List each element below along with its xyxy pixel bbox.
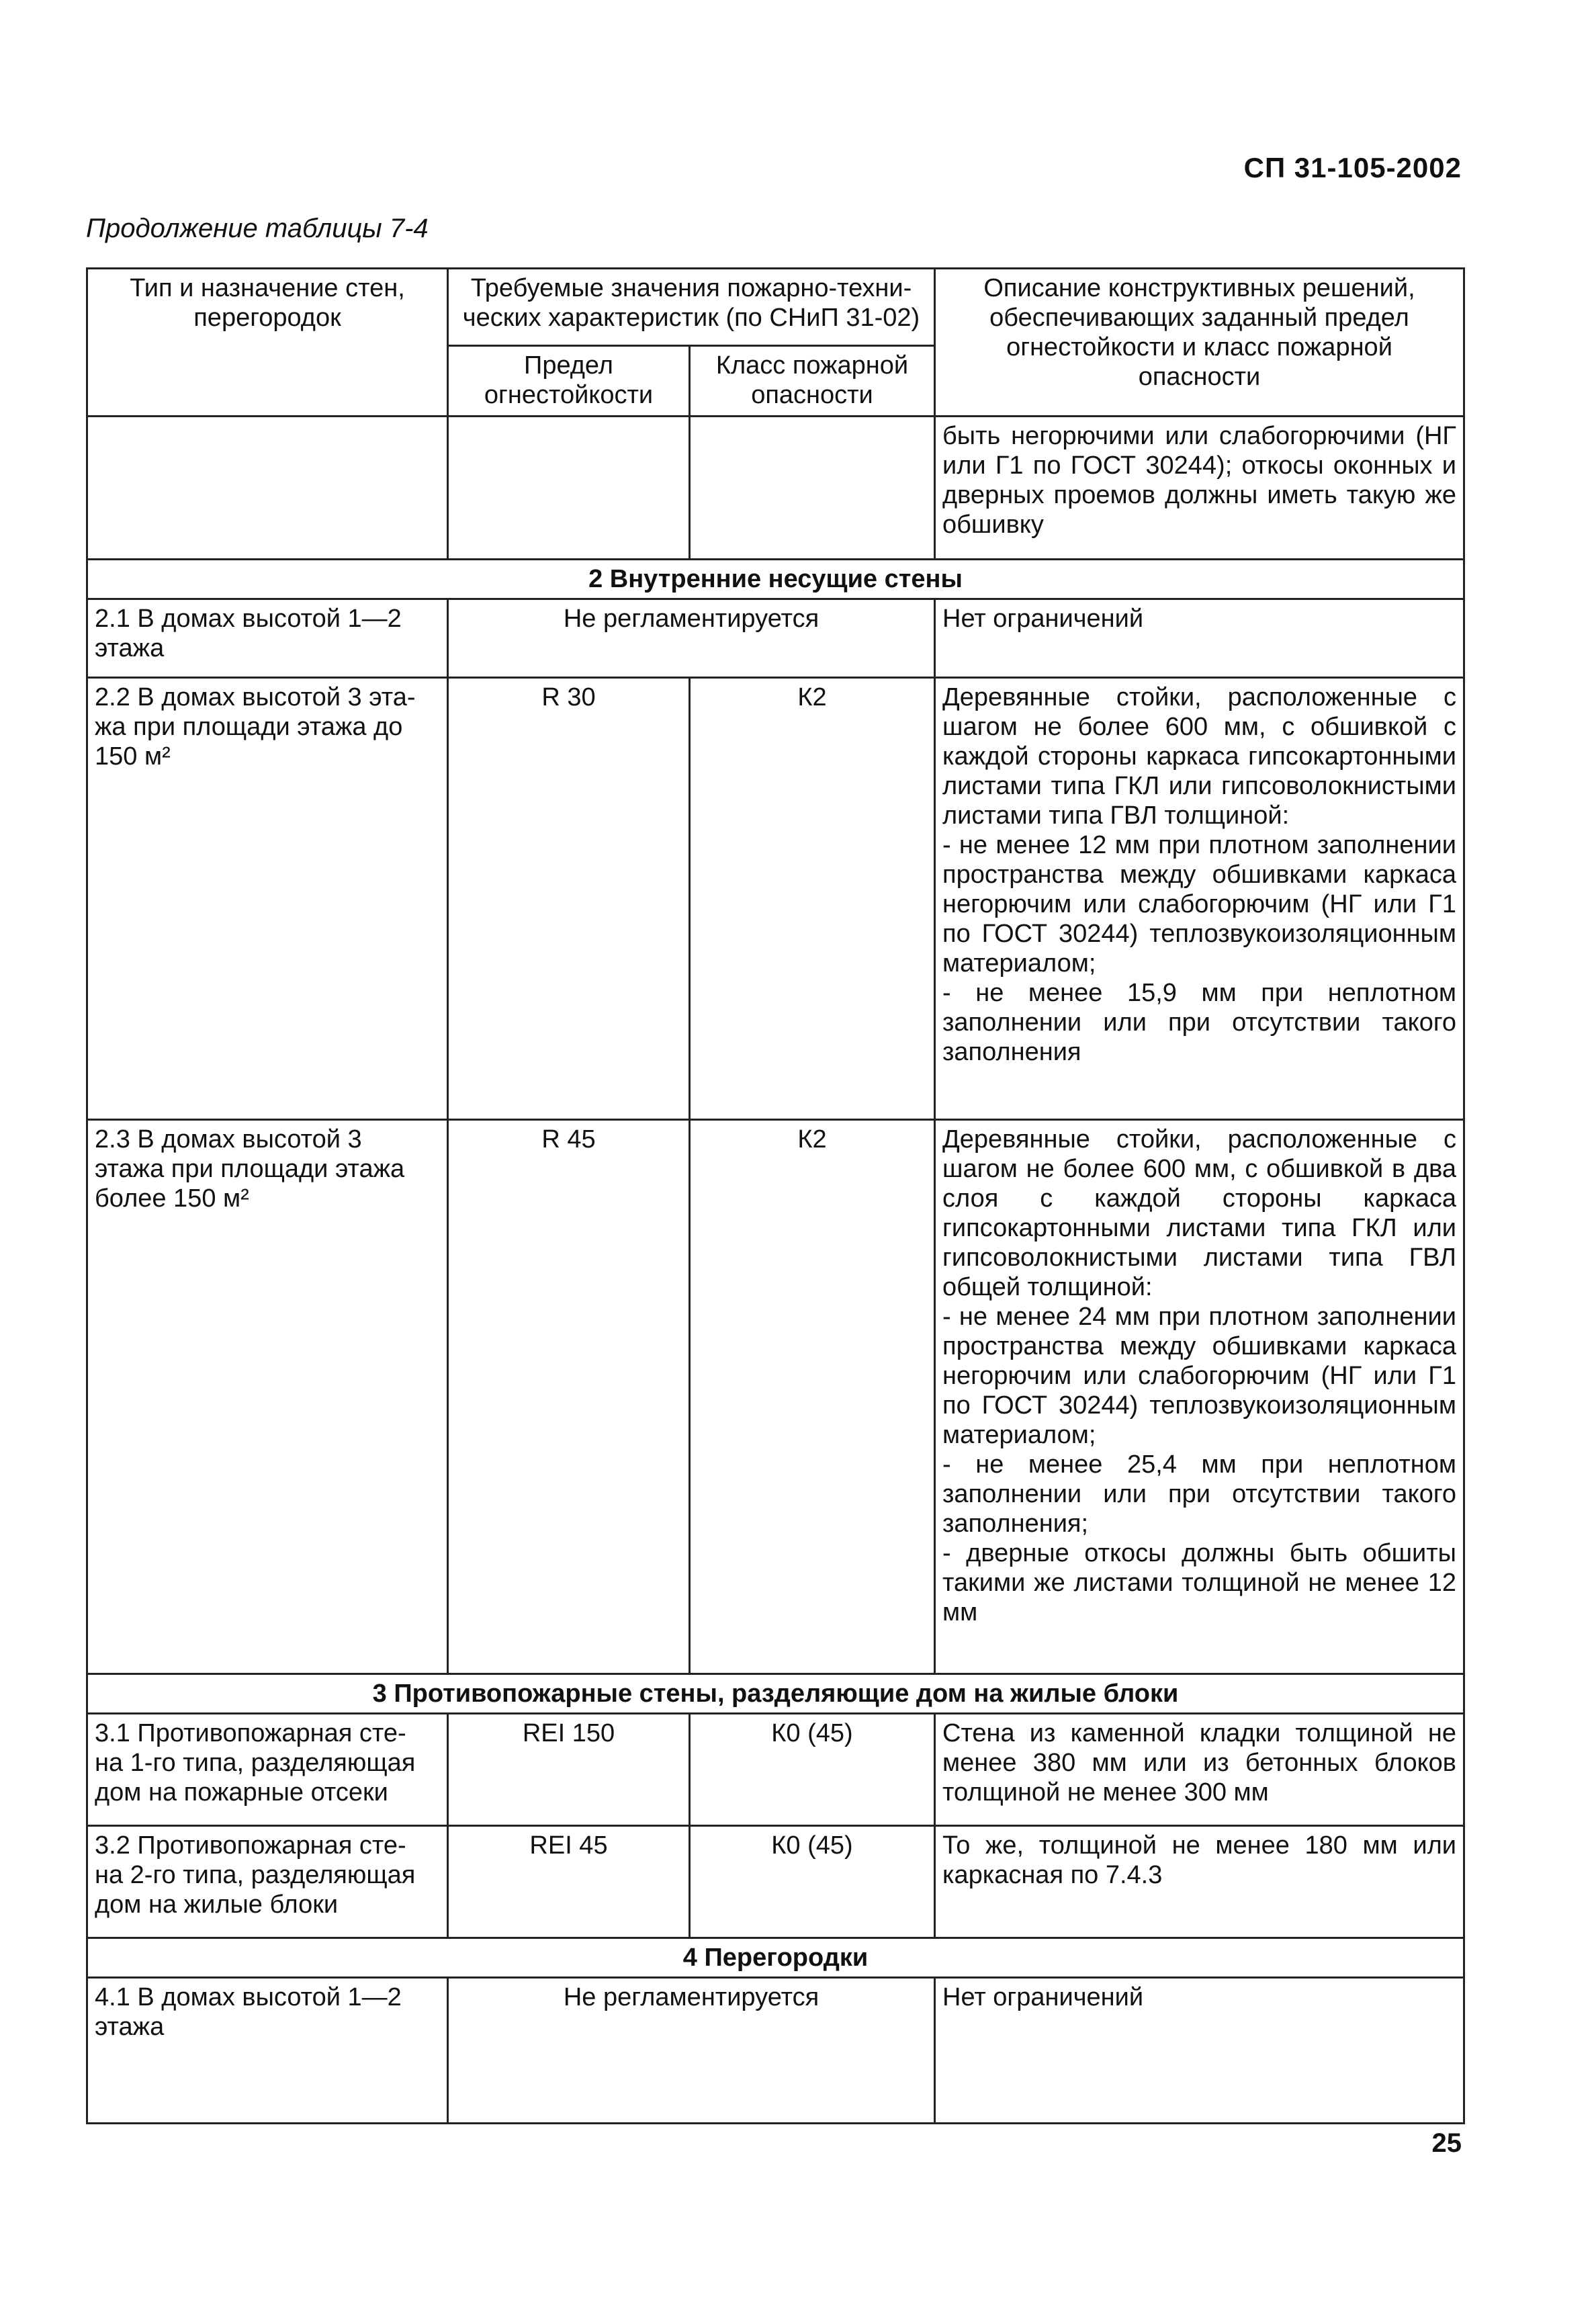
cell-type: 2.3 В домах высотой 3 этажа при площади этажа более 150 м² [87, 1120, 448, 1674]
cell-fire-class: К0 (45) [690, 1826, 935, 1938]
document-code: СП 31-105-2002 [1243, 152, 1462, 183]
table-row [87, 1826, 1464, 1938]
cell-type: 2.1 В домах высотой 1—2 этажа [87, 599, 448, 678]
cell-fire-class: К2 [690, 1120, 935, 1674]
section-title-3: 3 Противопожарные стены, разделяющие дом на жилые блоки [87, 1674, 1464, 1714]
cell-type: 3.1 Противопожарная сте- на 1-го типа, разделяющая дом на пожарные отсеки [87, 1714, 448, 1826]
cell-type: 2.2 В домах высотой 3 эта- жа при площади этажа до 150 м² [87, 678, 448, 1120]
cell-description: Деревянные стойки, расположенные с шагом не более 600 мм, с обшивкой с каждой стороны каркаса гипсокартонными листами типа ГКЛ или гипсоволокнистыми листами типа ГВЛ толщиной: - не менее 12 мм при плотном заполнении пространства между обшивками каркаса негорючим или слабогорючим (НГ или Г1 по ГОСТ 30244) теплозвукоизоляционным материалом; - не менее 15,9 мм при неплотном заполнении или при отсутствии такого заполнения [935, 678, 1464, 1120]
cell-description: Деревянные стойки, расположенные с шагом не более 600 мм, с обшивкой в два слоя с каждой стороны каркаса гипсокартонными листами типа ГКЛ или гипсоволокнистыми листами типа ГВЛ общей толщиной: - не менее 24 мм при плотном заполнении пространства между обшивками каркаса негорючим или слабогорючим (НГ или Г1 по ГОСТ 30244) теплозвукоизоляционным материалом; - не менее 25,4 мм при неплотном заполнении или при отсутствии такого заполнения; - дверные откосы должны быть обшиты такими же листами толщиной не менее 12 мм [935, 1120, 1464, 1674]
cell-merged-value: Не регламентируется [448, 1978, 935, 2124]
table-row [87, 599, 1464, 678]
cell-fire-limit: R 45 [448, 1120, 690, 1674]
cell-fire-limit: R 30 [448, 678, 690, 1120]
cell-fire-limit: REI 45 [448, 1826, 690, 1938]
cell-description: быть негорючими или слабогорючими (НГ или Г1 по ГОСТ 30244); откосы оконных и дверных проемов должны иметь такую же обшивку [935, 417, 1464, 560]
table-row [87, 1120, 1464, 1674]
section-title-2: 2 Внутренние несущие стены [87, 560, 1464, 599]
cell-type: 3.2 Противопожарная сте- на 2-го типа, разделяющая дом на жилые блоки [87, 1826, 448, 1938]
table-row [87, 417, 1464, 560]
table-row [87, 1978, 1464, 2124]
cell-description: То же, толщиной не менее 180 мм или каркасная по 7.4.3 [935, 1826, 1464, 1938]
cell-fire-class: К0 (45) [690, 1714, 935, 1826]
cell-description: Стена из каменной кладки толщиной не менее 380 мм или из бетонных блоков толщиной не менее 300 мм [935, 1714, 1464, 1826]
section-row [87, 560, 1464, 599]
requirements-table [86, 267, 1465, 2124]
cell-type [87, 417, 448, 560]
table-row [87, 1714, 1464, 1826]
header-fire-limit: Предел огнестойкости [448, 346, 690, 417]
cell-fire-class [690, 417, 935, 560]
table-row [87, 678, 1464, 1120]
section-row [87, 1674, 1464, 1714]
header-required: Требуемые значения пожарно-техни- ческих характеристик (по СНиП 31-02) [448, 269, 935, 346]
cell-description: Нет ограничений [935, 1978, 1464, 2124]
cell-merged-value: Не регламентируется [448, 599, 935, 678]
cell-type: 4.1 В домах высотой 1—2 этажа [87, 1978, 448, 2124]
cell-fire-limit [448, 417, 690, 560]
section-row [87, 1938, 1464, 1978]
table-caption: Продолжение таблицы 7-4 [86, 214, 429, 243]
header-type: Тип и назначение стен, перегородок [87, 269, 448, 417]
cell-description: Нет ограничений [935, 599, 1464, 678]
header-description: Описание конструктивных решений, обеспечивающих заданный предел огнестойкости и класс пожарной опасности [935, 269, 1464, 417]
header-fire-class: Класс пожарной опасности [690, 346, 935, 417]
page-number: 25 [1431, 2128, 1462, 2158]
table-header-row [87, 269, 1464, 346]
cell-fire-class: К2 [690, 678, 935, 1120]
cell-fire-limit: REI 150 [448, 1714, 690, 1826]
section-title-4: 4 Перегородки [87, 1938, 1464, 1978]
